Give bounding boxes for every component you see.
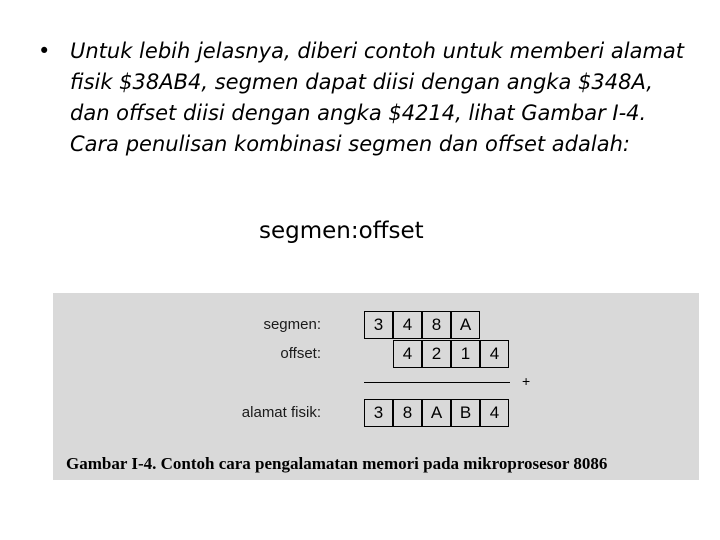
offset-label: offset: bbox=[280, 345, 321, 362]
segment-digit-cell: 8 bbox=[422, 311, 451, 339]
segment-digit-cell: 4 bbox=[393, 311, 422, 339]
offset-digit-cell: 2 bbox=[422, 340, 451, 368]
bullet-point bbox=[38, 36, 688, 160]
physical-address-digit-cell: 4 bbox=[480, 399, 509, 427]
bullet-marker: • bbox=[38, 39, 51, 63]
bullet-text: Untuk lebih jelasnya, diberi contoh untuk memberi alamat fisik $38AB4, segmen dapat diisi dengan angka $348A, dan offset diisi dengan angka $4214, lihat Gambar I-4. Cara penulisan kombinasi segmen dan offset adalah: bbox=[70, 39, 685, 156]
physical-address-label: alamat fisik: bbox=[241, 404, 321, 421]
segment-label: segmen: bbox=[263, 316, 321, 333]
sum-line bbox=[364, 382, 510, 383]
figure-caption: Gambar I-4. Contoh cara pengalamatan memori pada mikroprosesor 8086 bbox=[66, 454, 608, 473]
offset-digit-cell: 4 bbox=[480, 340, 509, 368]
segment-offset-notation: segmen:offset bbox=[259, 218, 424, 244]
physical-address-digit-cell: 3 bbox=[364, 399, 393, 427]
physical-address-digit-cell: A bbox=[422, 399, 451, 427]
offset-digit-cell: 4 bbox=[393, 340, 422, 368]
physical-address-digit-cell: B bbox=[451, 399, 480, 427]
segment-digit-cell: 3 bbox=[364, 311, 393, 339]
figure-memory-addressing bbox=[53, 293, 699, 480]
physical-address-digit-cell: 8 bbox=[393, 399, 422, 427]
plus-sign: + bbox=[522, 373, 531, 389]
segment-digit-cell: A bbox=[451, 311, 480, 339]
offset-digit-cell: 1 bbox=[451, 340, 480, 368]
